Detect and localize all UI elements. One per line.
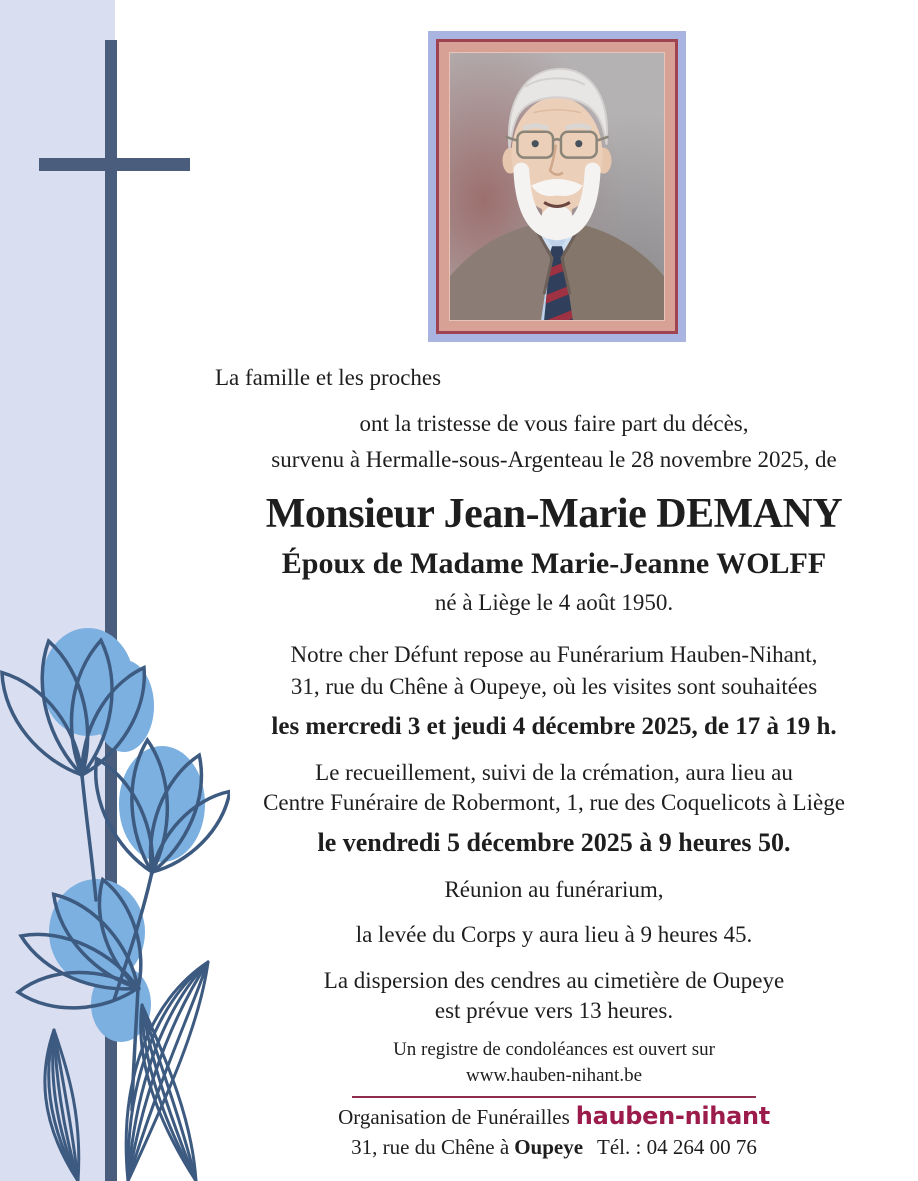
repose-line-1: Notre cher Défunt repose au Funérarium Hauben-Nihant, — [290, 642, 818, 667]
footer-organisation-text: Organisation de Funérailles — [338, 1105, 570, 1129]
announcement-text — [190, 356, 918, 1162]
website-text: www.hauben-nihant.be — [465, 1065, 643, 1086]
intro-line-3: survenu à Hermalle-sous-Argenteau le 28 novembre 2025, de — [271, 447, 837, 472]
footer-address-prefix: 31, rue du Chêne à — [351, 1135, 510, 1159]
meeting-line: Réunion au funérarium, — [444, 877, 664, 902]
dispersion-line-1: La dispersion des cendres au cimetière de Oupeye — [323, 968, 785, 993]
brand-logo: hauben-nihant — [575, 1102, 770, 1130]
footer-organisation-line — [190, 1101, 918, 1132]
ceremony-line-1: Le recueillement, suivi de la crémation, aura lieu au — [315, 760, 793, 785]
portrait-photo — [450, 53, 664, 320]
divider-line — [352, 1096, 756, 1098]
visits-line: les mercredi 3 et jeudi 4 décembre 2025, de 17 à 19 h. — [271, 713, 837, 740]
footer-address-city: Oupeye — [514, 1135, 584, 1159]
register-line: Un registre de condoléances est ouvert sur — [393, 1039, 715, 1060]
footer-phone: Tél. : 04 264 00 76 — [597, 1135, 757, 1159]
footer-address-line — [190, 1132, 918, 1162]
deceased-name: Monsieur Jean-Marie DEMANY — [265, 491, 843, 537]
repose-line-2: 31, rue du Chêne à Oupeye, où les visites sont souhaitées — [290, 674, 818, 699]
birth-line: né à Liège le 4 août 1950. — [434, 590, 674, 615]
dispersion-line-2: est prévue vers 13 heures. — [434, 998, 674, 1023]
levee-line: la levée du Corps y aura lieu à 9 heures 45. — [355, 922, 753, 947]
ceremony-date-line: le vendredi 5 décembre 2025 à 9 heures 50. — [317, 828, 791, 857]
intro-line-1: La famille et les proches — [215, 365, 442, 390]
intro-line-2: ont la tristesse de vous faire part du décès, — [359, 411, 749, 436]
portrait-frame — [428, 31, 686, 342]
ceremony-line-2: Centre Funéraire de Robermont, 1, rue des Coquelicots à Liège — [263, 790, 845, 815]
spouse-line: Époux de Madame Marie-Jeanne WOLFF — [281, 547, 827, 580]
